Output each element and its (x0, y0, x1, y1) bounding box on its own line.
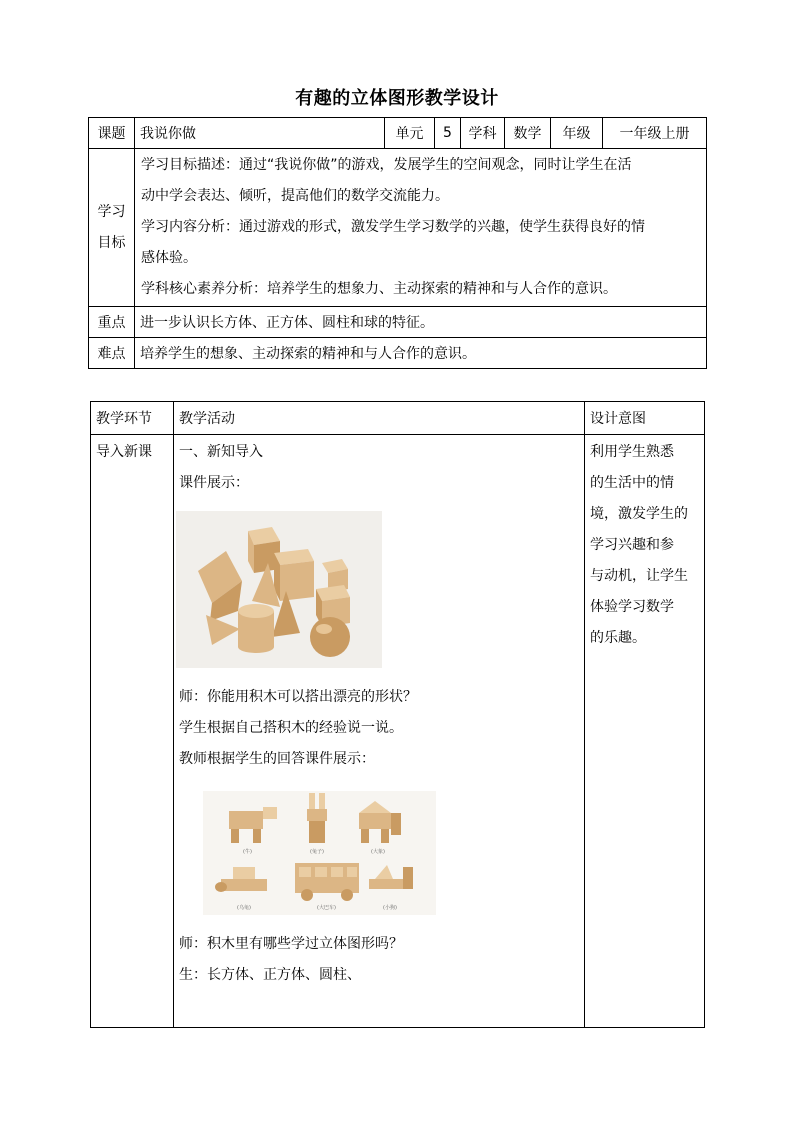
activity-line: 一、新知导入 (179, 444, 263, 460)
figure-caption: (小狗) (383, 905, 397, 911)
subject-label: 学科 (461, 118, 505, 149)
intent-line: 境，激发学生的 (590, 506, 688, 522)
goals-line: 学科核心素养分析：培养学生的想象力、主动探索的精神和与人合作的意识。 (141, 281, 617, 297)
activity-line: 师：你能用积木可以搭出漂亮的形状？ (179, 689, 417, 705)
goals-label-line: 学习 (97, 203, 126, 220)
difficulty-value: 培养学生的想象、主动探索的精神和与人合作的意识。 (135, 338, 707, 369)
activity-line: 师：积木里有哪些学过立体图形吗？ (179, 936, 403, 952)
intent-line: 利用学生熟悉 (590, 444, 674, 460)
wooden-solids-photo (176, 511, 382, 668)
unit-label: 单元 (385, 118, 435, 149)
figure-caption: (乌龟) (237, 905, 251, 911)
intent-line: 的生活中的情 (590, 475, 674, 491)
goals-label-line: 目标 (97, 234, 126, 251)
goals-line: 学习内容分析：通过游戏的形式，激发学生学习数学的兴趣，使学生获得良好的情 (141, 219, 645, 235)
grade-label: 年级 (551, 118, 603, 149)
lesson-info-table (88, 117, 707, 369)
subject-value: 数学 (505, 118, 551, 149)
key-value: 进一步认识长方体、正方体、圆柱和球的特征。 (135, 307, 707, 338)
unit-value: 5 (435, 118, 461, 149)
activity-line: 学生根据自己搭积木的经验说一说。 (179, 720, 403, 736)
intent-cell (585, 435, 705, 1028)
col-activity-header: 教学活动 (174, 402, 585, 435)
activity-line: 教师根据学生的回答课件展示： (179, 751, 375, 767)
goals-content (135, 149, 707, 307)
key-label: 重点 (89, 307, 135, 338)
col-stage-header: 教学环节 (91, 402, 174, 435)
activity-cell (174, 435, 585, 1028)
lesson-label: 课题 (89, 118, 135, 149)
intent-line: 的乐趣。 (590, 630, 646, 646)
figure-caption: (大巴车) (317, 905, 336, 911)
intent-line: 学习兴趣和参 (590, 537, 674, 553)
goals-line: 动中学会表达、倾听，提高他们的数学交流能力。 (141, 188, 449, 204)
stage-name: 导入新课 (96, 444, 152, 460)
activity-line: 课件展示： (179, 475, 249, 491)
goals-label (89, 149, 135, 307)
page-title: 有趣的立体图形教学设计 (295, 88, 499, 109)
stage-cell (91, 435, 174, 1028)
grade-value: 一年级上册 (603, 118, 707, 149)
figure-caption: (牛) (243, 849, 252, 855)
intent-line: 与动机，让学生 (590, 568, 688, 584)
goals-line: 感体验。 (141, 250, 197, 266)
block-shapes-figure (203, 791, 436, 915)
figure-caption: (大象) (371, 849, 385, 855)
difficulty-label: 难点 (89, 338, 135, 369)
goals-line: 学习目标描述：通过“我说你做”的游戏，发展学生的空间观念，同时让学生在活 (141, 157, 632, 173)
col-intent-header: 设计意图 (585, 402, 705, 435)
lesson-value: 我说你做 (135, 118, 385, 149)
figure-caption: (兔子) (310, 849, 324, 855)
activity-table (90, 401, 705, 1028)
activity-line: 生：长方体、正方体、圆柱、 (179, 967, 361, 983)
intent-line: 体验学习数学 (590, 599, 674, 615)
